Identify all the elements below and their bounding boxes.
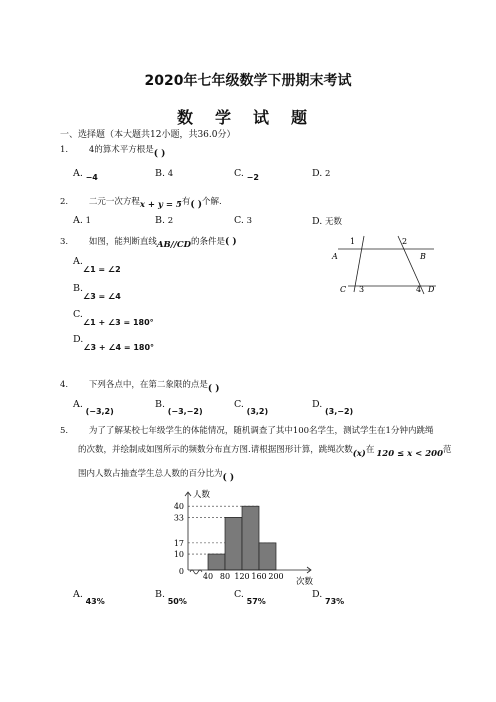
q3-option-b[interactable]: B.∠3 = ∠4 [73,283,121,301]
q5-option-c[interactable]: C. 57% [234,589,266,606]
y-tick-label: 40 [173,502,184,512]
y-axis-label: 人数 [193,490,211,500]
equation: x + y = 5 [139,200,182,210]
question-1 [60,143,166,159]
question-number: 1. [60,145,69,155]
label-a: A [332,252,338,261]
y-tick-label: 17 [173,538,184,548]
y-tick-label: 33 [173,513,184,523]
q4-option-c[interactable]: C. (3,2) [234,399,269,416]
q4-option-a[interactable]: A. (−3,2) [73,399,114,416]
q3-option-d[interactable]: D.∠3 + ∠4 = 180° [73,334,155,352]
q2-option-a[interactable]: A. 1 [73,215,92,226]
page-title: 2020年七年级数学下册期末考试 [144,73,352,89]
question-5: 5. 为了了解某校七年级学生的体能情况，随机调查了其中100名学生，测试学生在1分钟内跳绳 [60,426,434,436]
q2-option-c[interactable]: C. 3 [234,215,253,226]
axis-break-mark [190,570,202,574]
label-2: 2 [402,237,408,246]
q5-option-a[interactable]: A. 43% [73,589,105,606]
frequency-histogram [160,485,325,590]
page-subtitle: 数学试题 [176,108,329,127]
question-4: 4. 下列各点中，在第二象限的点是( ) [60,380,220,394]
q2-option-d[interactable]: D. 无数 [312,216,343,227]
x-tick-label: 200 [268,572,284,581]
q5-option-d[interactable]: D. 73% [312,589,345,606]
label-b: B [420,252,426,261]
histogram-bar [242,506,259,570]
x-tick-label: 40 [202,572,214,581]
label-c: C [340,285,347,294]
question-5-line-2: 的次数，并绘制成如图所示的频数分布直方图.请根据图形计算，跳绳次数(x)在 120 ≤ x < 200范 [78,445,452,459]
histogram-bar [259,543,276,570]
x-tick-label: 120 [234,572,250,581]
x-tick-label: 160 [251,572,267,581]
parallel-lines-figure [330,230,440,300]
q4-option-b[interactable]: B. (−3,−2) [155,399,203,416]
section-heading: 一、选择题（本大题共12小题，共36.0分） [60,130,236,140]
x-tick-label: 80 [219,572,231,581]
question-3: 3. 如图，能判断直线AB//CD的条件是( ) [60,237,237,250]
histogram-bar [225,517,242,570]
q1-option-b[interactable]: B. 4 [155,168,174,179]
q5-option-b[interactable]: B. 50% [155,589,187,606]
q1-option-a[interactable]: A. −4 [73,168,98,182]
label-4: 4 [416,285,422,294]
question-2: 2. 二元一次方程x + y = 5有( )个解. [60,197,222,210]
label-1: 1 [350,237,356,246]
q1-option-c[interactable]: C. −2 [234,168,259,182]
y-tick-label: 0 [178,567,184,576]
label-d: D [428,285,435,294]
question-5-line-3: 围内人数占抽查学生总人数的百分比为( ) [78,469,235,483]
q3-option-a[interactable]: A.∠1 = ∠2 [73,256,121,274]
y-tick-label: 10 [173,550,184,560]
label-3: 3 [359,285,365,294]
q1-option-d[interactable]: D. 2 [312,168,331,179]
histogram-bar [208,554,225,570]
answer-blank: ( ) [153,149,166,159]
transversal-left [354,236,364,292]
x-axis-label: 次数 [296,577,314,587]
q4-option-d[interactable]: D. (3,−2) [312,399,354,416]
q3-option-c[interactable]: C.∠1 + ∠3 = 180° [73,309,154,327]
q2-option-b[interactable]: B. 2 [155,215,174,226]
question-text: 4的算术平方根是 [88,145,154,155]
